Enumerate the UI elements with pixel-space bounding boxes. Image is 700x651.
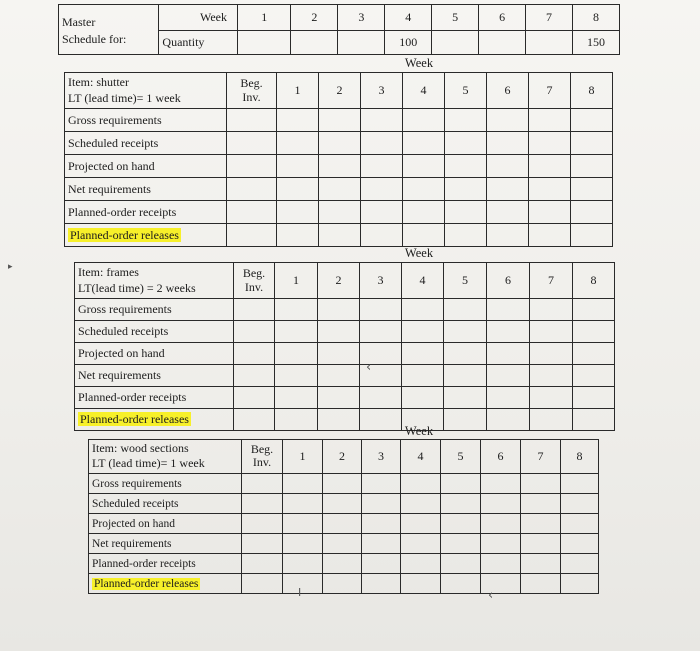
cell[interactable] (318, 409, 360, 431)
pen-mark: ‹ (488, 588, 494, 603)
cell[interactable] (361, 155, 403, 178)
cell[interactable] (360, 387, 402, 409)
master-qty-7[interactable] (526, 31, 573, 55)
master-week-6: 6 (479, 5, 526, 31)
cell[interactable] (521, 494, 561, 514)
cell[interactable] (487, 387, 530, 409)
cell[interactable] (362, 474, 401, 494)
row-label-planned-order-receipts: Planned-order receipts (75, 387, 234, 409)
cell[interactable] (319, 201, 361, 224)
cell[interactable] (323, 534, 362, 554)
master-week-8: 8 (572, 5, 619, 31)
cell[interactable] (530, 365, 573, 387)
cell[interactable] (445, 201, 487, 224)
cell[interactable] (445, 109, 487, 132)
week-heading-3: Week (404, 424, 434, 438)
cell[interactable] (573, 343, 615, 365)
cell[interactable] (277, 109, 319, 132)
master-week-2: 2 (291, 5, 338, 31)
beg-inv-cell[interactable] (242, 514, 283, 534)
cell[interactable] (401, 534, 441, 554)
beg-inv-cell[interactable] (234, 299, 275, 321)
item-label (65, 73, 227, 109)
item-label (89, 440, 242, 474)
week-col-1: 1 (283, 440, 323, 474)
week-col-5: 5 (441, 440, 481, 474)
cell[interactable] (283, 574, 323, 594)
week-col-2: 2 (323, 440, 362, 474)
cell[interactable] (530, 299, 573, 321)
item-label (75, 263, 234, 299)
beg-inv-cell[interactable] (242, 474, 283, 494)
cell[interactable] (487, 178, 529, 201)
cell[interactable] (283, 534, 323, 554)
week-col-7: 7 (530, 263, 573, 299)
row-label-gross-requirements: Gross requirements (89, 474, 242, 494)
master-qty-6[interactable] (479, 31, 526, 55)
cell[interactable] (481, 574, 521, 594)
week-col-3: 3 (360, 263, 402, 299)
beg-inv-cell[interactable] (234, 321, 275, 343)
beg-inv-cell[interactable] (227, 155, 277, 178)
inv-label: Inv. (252, 455, 272, 469)
cell[interactable] (444, 387, 487, 409)
cell[interactable] (571, 224, 613, 247)
cell[interactable] (283, 474, 323, 494)
beg-label: Beg. (250, 442, 274, 456)
cell[interactable] (530, 343, 573, 365)
week-col-1: 1 (277, 73, 319, 109)
week-heading-1: Week (404, 56, 434, 70)
cell[interactable] (445, 178, 487, 201)
cell[interactable] (521, 554, 561, 574)
cell[interactable] (277, 155, 319, 178)
master-qty-4[interactable]: 100 (385, 31, 432, 55)
row-label-net-requirements: Net requirements (65, 178, 227, 201)
cell[interactable] (487, 321, 530, 343)
beg-inv-header (242, 440, 283, 474)
cell[interactable] (318, 321, 360, 343)
beg-inv-cell[interactable] (227, 132, 277, 155)
week-col-3: 3 (361, 73, 403, 109)
cell[interactable] (487, 409, 530, 431)
cell[interactable] (561, 554, 599, 574)
beg-inv-cell[interactable] (234, 343, 275, 365)
cell[interactable] (441, 514, 481, 534)
cell[interactable] (487, 224, 529, 247)
cell[interactable] (403, 178, 445, 201)
cell[interactable] (277, 132, 319, 155)
cell[interactable] (445, 155, 487, 178)
cell[interactable] (571, 109, 613, 132)
beg-inv-cell[interactable] (227, 224, 277, 247)
week-col-5: 5 (445, 73, 487, 109)
master-week-1: 1 (237, 5, 290, 31)
cell[interactable] (530, 321, 573, 343)
beg-label: Beg. (242, 266, 266, 280)
week-col-6: 6 (481, 440, 521, 474)
cell[interactable] (530, 387, 573, 409)
cell[interactable] (402, 299, 444, 321)
inv-label: Inv. (244, 280, 264, 294)
master-week-3: 3 (338, 5, 385, 31)
row-label-planned-order-releases (65, 224, 227, 247)
row-label-planned-order-releases (75, 409, 234, 431)
cell[interactable] (277, 178, 319, 201)
master-qty-1[interactable] (237, 31, 290, 55)
cell[interactable] (319, 132, 361, 155)
item-name: Item: shutter (68, 75, 129, 89)
cell[interactable] (362, 574, 401, 594)
cell[interactable] (529, 155, 571, 178)
cell[interactable] (441, 474, 481, 494)
beg-inv-cell[interactable] (234, 387, 275, 409)
master-label-line1: Master (62, 14, 96, 29)
cell[interactable] (441, 494, 481, 514)
pen-mark: I (298, 586, 302, 599)
cell[interactable] (403, 224, 445, 247)
cell[interactable] (487, 365, 530, 387)
mrp-table-frames (74, 262, 615, 431)
cell[interactable] (529, 201, 571, 224)
item-name: Item: wood sections (92, 441, 189, 455)
cell[interactable] (362, 534, 401, 554)
cell[interactable] (571, 155, 613, 178)
cell[interactable] (361, 224, 403, 247)
cell[interactable] (402, 343, 444, 365)
inv-label: Inv. (242, 90, 261, 104)
master-week-7: 7 (526, 5, 573, 31)
cell[interactable] (444, 343, 487, 365)
cell[interactable] (573, 365, 615, 387)
cell[interactable] (444, 365, 487, 387)
row-label-net-requirements: Net requirements (89, 534, 242, 554)
row-label-gross-requirements: Gross requirements (65, 109, 227, 132)
cell[interactable] (521, 474, 561, 494)
cell[interactable] (403, 155, 445, 178)
week-col-3: 3 (362, 440, 401, 474)
item-lead-time: LT (lead time)= 1 week (68, 91, 181, 105)
master-schedule-label (59, 5, 159, 55)
cell[interactable] (362, 514, 401, 534)
cell[interactable] (487, 109, 529, 132)
cell[interactable] (360, 321, 402, 343)
mrp-table-shutter (64, 72, 613, 247)
cell[interactable] (573, 409, 615, 431)
cell[interactable] (283, 554, 323, 574)
cell[interactable] (402, 365, 444, 387)
cell[interactable] (521, 534, 561, 554)
cell[interactable] (318, 343, 360, 365)
beg-inv-header (234, 263, 275, 299)
beg-inv-cell[interactable] (227, 178, 277, 201)
beg-inv-header (227, 73, 277, 109)
cell[interactable] (571, 201, 613, 224)
cell[interactable] (401, 514, 441, 534)
cell[interactable] (319, 109, 361, 132)
row-label-projected-on-hand: Projected on hand (89, 514, 242, 534)
row-label-planned-order-receipts: Planned-order receipts (65, 201, 227, 224)
row-label-scheduled-receipts: Scheduled receipts (89, 494, 242, 514)
cell[interactable] (319, 224, 361, 247)
cell[interactable] (521, 514, 561, 534)
week-col-8: 8 (573, 263, 615, 299)
cell[interactable] (445, 132, 487, 155)
master-label-line2: Schedule for: (62, 31, 127, 46)
week-col-1: 1 (275, 263, 318, 299)
cell[interactable] (361, 109, 403, 132)
cell[interactable] (444, 299, 487, 321)
item-lead-time: LT (lead time)= 1 week (92, 456, 205, 470)
cell[interactable] (444, 409, 487, 431)
cell[interactable] (362, 554, 401, 574)
cell[interactable] (401, 474, 441, 494)
cell[interactable] (361, 132, 403, 155)
beg-inv-cell[interactable] (242, 574, 283, 594)
master-quantity-label: Quantity (159, 31, 238, 55)
master-week-label: Week (159, 5, 238, 31)
cell[interactable] (481, 554, 521, 574)
mrp-table-wood-sections (88, 439, 599, 594)
cell[interactable] (487, 132, 529, 155)
master-week-5: 5 (432, 5, 479, 31)
cell[interactable] (487, 155, 529, 178)
cell[interactable] (441, 554, 481, 574)
cell[interactable] (323, 574, 362, 594)
cell[interactable] (571, 178, 613, 201)
beg-inv-cell[interactable] (234, 409, 275, 431)
item-name: Item: frames (78, 265, 139, 279)
cell[interactable] (275, 299, 318, 321)
cell[interactable] (573, 387, 615, 409)
cell[interactable] (403, 201, 445, 224)
cell[interactable] (441, 574, 481, 594)
item-lead-time: LT(lead time) = 2 weeks (78, 281, 196, 295)
week-col-4: 4 (403, 73, 445, 109)
week-heading-2: Week (404, 246, 434, 260)
cell[interactable] (573, 321, 615, 343)
cell[interactable] (283, 494, 323, 514)
cell[interactable] (318, 387, 360, 409)
cell[interactable] (487, 299, 530, 321)
cell[interactable] (275, 343, 318, 365)
cell[interactable] (529, 178, 571, 201)
cell[interactable] (571, 132, 613, 155)
week-col-6: 6 (487, 73, 529, 109)
cell[interactable] (401, 494, 441, 514)
row-label-projected-on-hand: Projected on hand (65, 155, 227, 178)
cell[interactable] (561, 474, 599, 494)
row-label-planned-order-releases (89, 574, 242, 594)
cell[interactable] (561, 494, 599, 514)
cell[interactable] (318, 299, 360, 321)
cell[interactable] (360, 299, 402, 321)
pen-mark: ‹ (366, 360, 372, 375)
cell[interactable] (481, 474, 521, 494)
cell[interactable] (401, 574, 441, 594)
cell[interactable] (529, 109, 571, 132)
master-qty-8[interactable]: 150 (572, 31, 619, 55)
cell[interactable] (323, 494, 362, 514)
cell[interactable] (275, 409, 318, 431)
cell[interactable] (487, 201, 529, 224)
cell[interactable] (444, 321, 487, 343)
beg-inv-cell[interactable] (227, 201, 277, 224)
cell[interactable] (323, 474, 362, 494)
highlighted-label: Planned-order releases (94, 577, 199, 590)
cell[interactable] (481, 514, 521, 534)
row-label-planned-order-receipts: Planned-order receipts (89, 554, 242, 574)
cell[interactable] (403, 109, 445, 132)
cell[interactable] (487, 343, 530, 365)
cell[interactable] (275, 321, 318, 343)
master-qty-5[interactable] (432, 31, 479, 55)
week-col-4: 4 (402, 263, 444, 299)
cell[interactable] (573, 299, 615, 321)
cell[interactable] (445, 224, 487, 247)
week-col-6: 6 (487, 263, 530, 299)
cell[interactable] (561, 514, 599, 534)
cell[interactable] (561, 574, 599, 594)
master-qty-3[interactable] (338, 31, 385, 55)
cell[interactable] (323, 514, 362, 534)
week-col-8: 8 (571, 73, 613, 109)
cell[interactable] (529, 132, 571, 155)
week-col-5: 5 (444, 263, 487, 299)
cell[interactable] (319, 155, 361, 178)
highlighted-label: Planned-order releases (70, 227, 179, 242)
cell[interactable] (529, 224, 571, 247)
row-label-gross-requirements: Gross requirements (75, 299, 234, 321)
row-label-projected-on-hand: Projected on hand (75, 343, 234, 365)
week-col-7: 7 (521, 440, 561, 474)
beg-inv-cell[interactable] (227, 109, 277, 132)
beg-inv-cell[interactable] (242, 534, 283, 554)
cell[interactable] (481, 494, 521, 514)
week-col-8: 8 (561, 440, 599, 474)
cell[interactable] (277, 224, 319, 247)
week-col-2: 2 (318, 263, 360, 299)
cell[interactable] (275, 365, 318, 387)
cell[interactable] (401, 554, 441, 574)
master-qty-2[interactable] (291, 31, 338, 55)
pen-mark: ▸ (8, 262, 13, 272)
cell[interactable] (481, 534, 521, 554)
cell[interactable] (403, 132, 445, 155)
week-col-2: 2 (319, 73, 361, 109)
week-col-4: 4 (401, 440, 441, 474)
beg-inv-cell[interactable] (242, 494, 283, 514)
row-label-scheduled-receipts: Scheduled receipts (65, 132, 227, 155)
beg-inv-cell[interactable] (242, 554, 283, 574)
cell[interactable] (318, 365, 360, 387)
beg-label: Beg. (240, 76, 263, 90)
cell[interactable] (521, 574, 561, 594)
cell[interactable] (361, 201, 403, 224)
row-label-net-requirements: Net requirements (75, 365, 234, 387)
cell[interactable] (441, 534, 481, 554)
cell[interactable] (362, 494, 401, 514)
master-schedule-table (58, 4, 620, 55)
cell[interactable] (283, 514, 323, 534)
cell[interactable] (402, 387, 444, 409)
cell[interactable] (361, 178, 403, 201)
cell[interactable] (561, 534, 599, 554)
row-label-scheduled-receipts: Scheduled receipts (75, 321, 234, 343)
beg-inv-cell[interactable] (234, 365, 275, 387)
master-week-4: 4 (385, 5, 432, 31)
highlighted-label: Planned-order releases (80, 412, 189, 426)
cell[interactable] (323, 554, 362, 574)
cell[interactable] (277, 201, 319, 224)
week-col-7: 7 (529, 73, 571, 109)
cell[interactable] (275, 387, 318, 409)
cell[interactable] (530, 409, 573, 431)
cell[interactable] (319, 178, 361, 201)
cell[interactable] (402, 321, 444, 343)
